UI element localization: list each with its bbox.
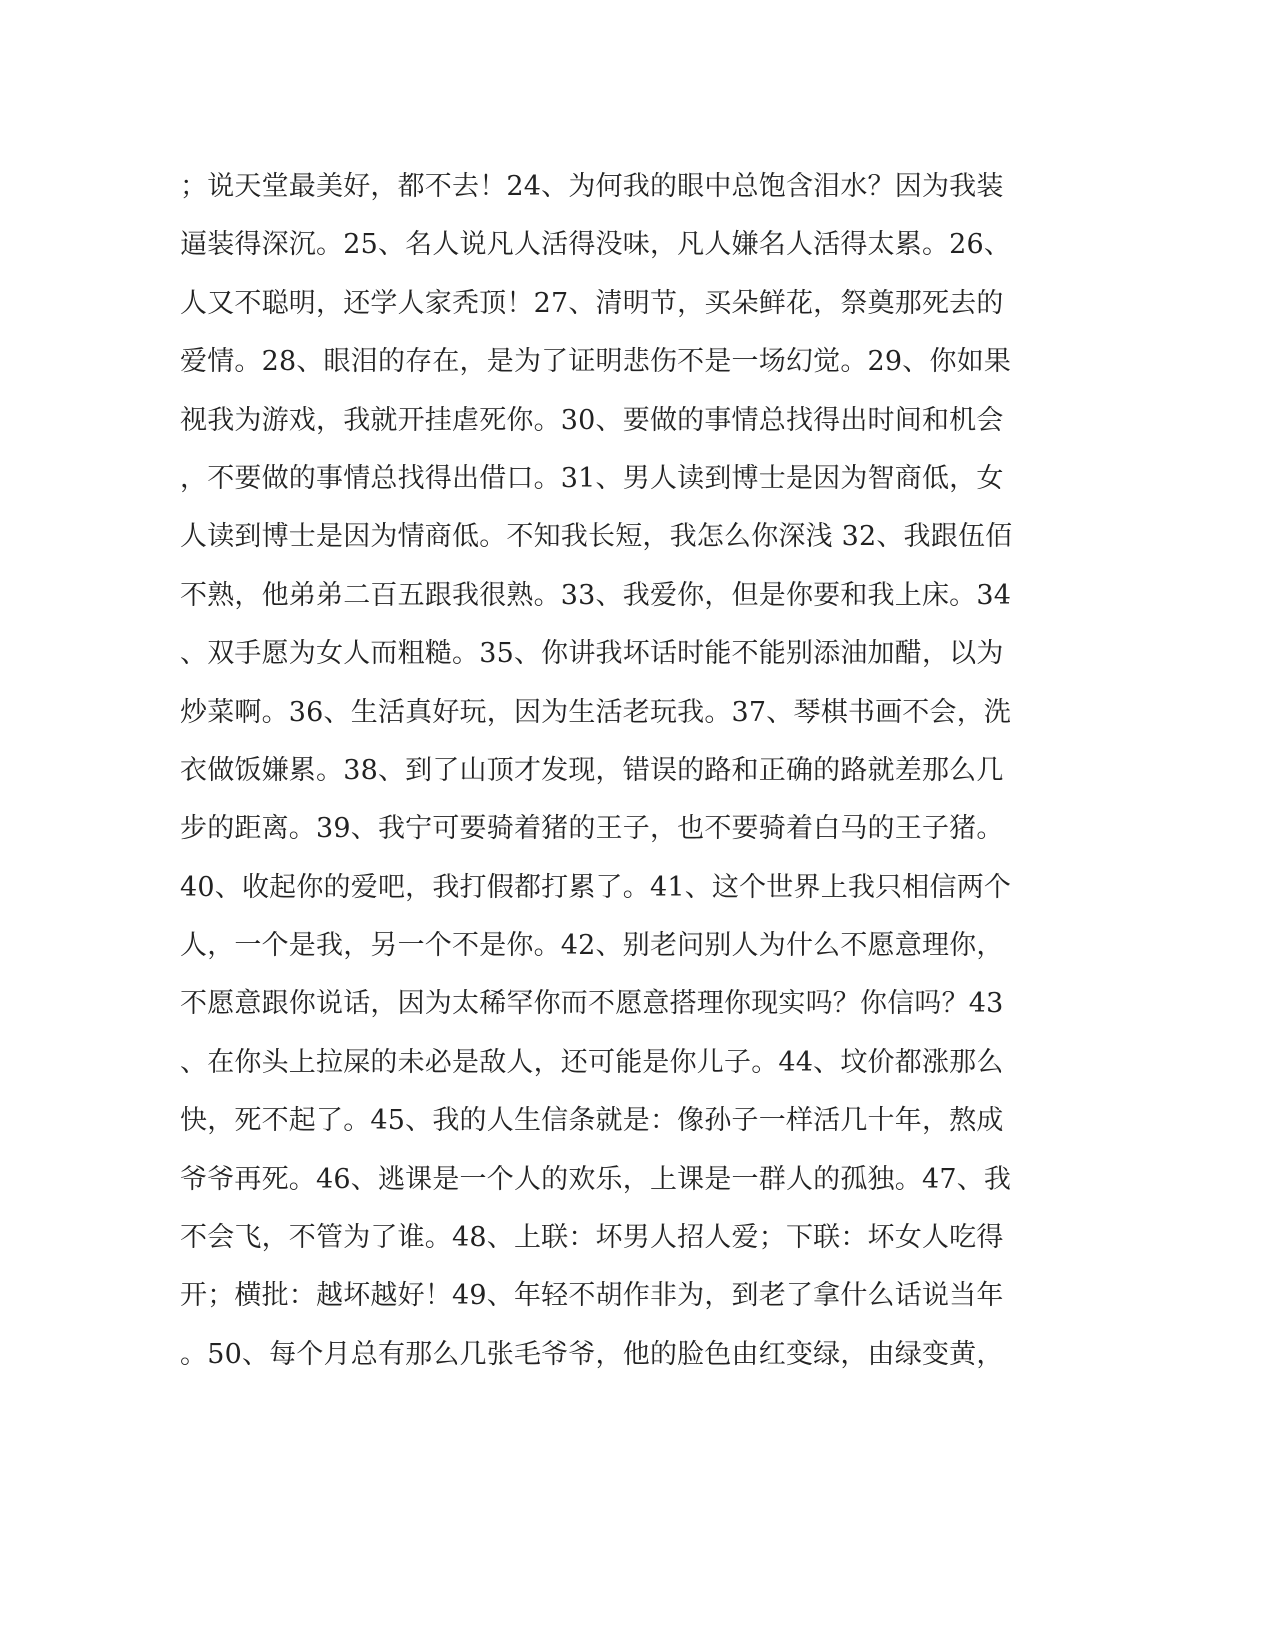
text-line: 人读到博士是因为情商低。不知我长短，我怎么你深浅 32、我跟伍佰 xyxy=(180,521,1013,553)
text-line: ；说天堂最美好，都不去！24、为何我的眼中总饱含泪水？因为我装 xyxy=(180,171,1004,202)
text-line: 视我为游戏，我就开挂虐死你。30、要做的事情总找得出时间和机会 xyxy=(180,404,1004,436)
text-line: 人，一个是我，另一个不是你。42、别老问别人为什么不愿意理你， xyxy=(180,930,1004,962)
text-line: 40、收起你的爱吧，我打假都打累了。41、这个世界上我只相信两个 xyxy=(180,871,1012,903)
body-text xyxy=(180,158,1060,1384)
text-line: 不熟，他弟弟二百五跟我很熟。33、我爱你，但是你要和我上床。34 xyxy=(180,579,1012,611)
text-line: 、在你头上拉屎的未必是敌人，还可能是你儿子。44、坟价都涨那么 xyxy=(180,1046,1004,1078)
text-line: 开；横批：越坏越好！49、年轻不胡作非为，到老了拿什么话说当年 xyxy=(180,1280,1004,1312)
text-line: 逼装得深沉。25、名人说凡人活得没味，凡人嫌名人活得太累。26、 xyxy=(180,229,1012,261)
text-line: 爷爷再死。46、逃课是一个人的欢乐，上课是一群人的孤独。47、我 xyxy=(180,1163,1012,1195)
text-line: 不会飞，不管为了谁。48、上联：坏男人招人爱；下联：坏女人吃得 xyxy=(180,1222,1004,1254)
text-line: 、双手愿为女人而粗糙。35、你讲我坏话时能不能别添油加醋，以为 xyxy=(180,638,1004,670)
text-line: 。50、每个月总有那么几张毛爷爷，他的脸色由红变绿，由绿变黄， xyxy=(180,1338,1004,1370)
text-line: ，不要做的事情总找得出借口。31、男人读到博士是因为智商低，女 xyxy=(180,462,1004,494)
text-line: 不愿意跟你说话，因为太稀罕你而不愿意搭理你现实吗？你信吗？43 xyxy=(180,988,1004,1020)
text-line: 人又不聪明，还学人家秃顶！27、清明节，买朵鲜花，祭奠那死去的 xyxy=(180,287,1004,319)
text-line: 爱情。28、眼泪的存在，是为了证明悲伤不是一场幻觉。29、你如果 xyxy=(180,346,1012,378)
text-line: 衣做饭嫌累。38、到了山顶才发现，错误的路和正确的路就差那么几 xyxy=(180,754,1004,786)
text-line: 炒菜啊。36、生活真好玩，因为生活老玩我。37、琴棋书画不会，洗 xyxy=(180,696,1012,728)
text-line: 快，死不起了。45、我的人生信条就是：像孙子一样活几十年，熬成 xyxy=(180,1105,1004,1137)
text-line: 步的距离。39、我宁可要骑着猪的王子，也不要骑着白马的王子猪。 xyxy=(180,813,1004,845)
